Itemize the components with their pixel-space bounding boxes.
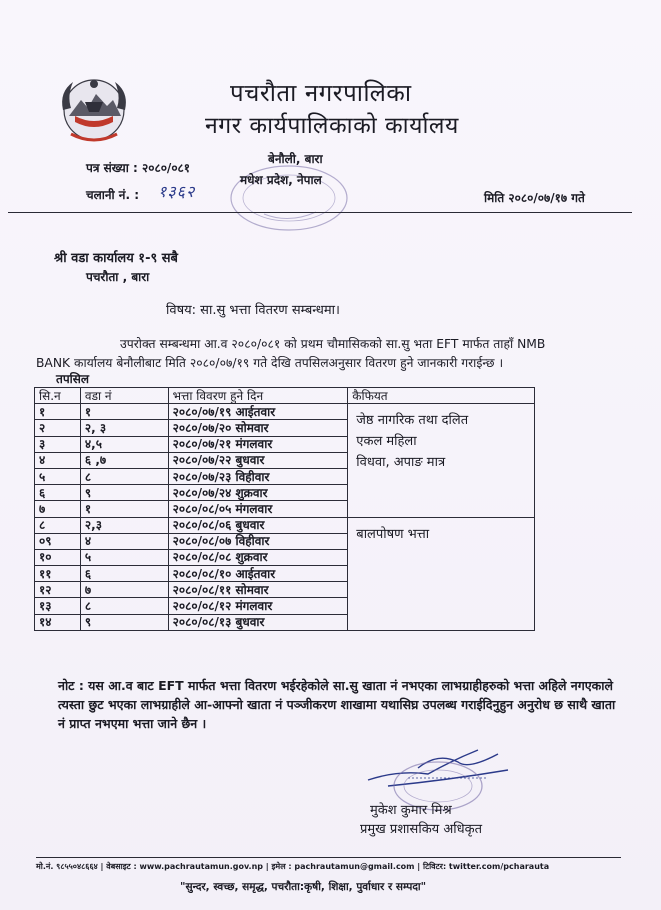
cell-serial: २ [35,420,81,436]
table-row [35,517,535,533]
cell-date: २०८०/०७/२३ विहीवार [168,468,348,484]
cell-serial: १३ [35,598,81,614]
header-divider [8,212,632,213]
location-line-1: बेनौली, बारा [268,152,323,166]
cell-ward: ४ [80,533,168,549]
cell-ward: २, ३ [80,420,168,436]
header-serial: सि.न [35,388,81,404]
table-header-row [35,388,535,404]
dispatch-label: चलानी नं. : [86,188,140,202]
schedule-label: तपसिल [56,372,90,386]
cell-date: २०८०/०८/१० आईतवार [168,566,348,582]
cell-ward: ५ [80,549,168,565]
cell-ward: ६ [80,566,168,582]
cell-ward: ९ [80,485,168,501]
office-title: नगर कार्यपालिकाको कार्यालय [205,113,459,139]
distribution-schedule-table [34,387,535,631]
cell-date: २०८०/०८/०६ बुधवार [168,517,348,533]
cell-date: २०८०/०८/०८ शुक्रवार [168,549,348,565]
cell-serial: ४ [35,452,81,468]
cell-serial: ५ [35,468,81,484]
nepal-emblem-icon [55,72,133,148]
dispatch-number-handwritten: १३६२ [158,182,196,201]
cell-date: २०८०/०८/०५ मंगलवार [168,501,348,517]
recipient-line-1: श्री वडा कार्यालय १-९ सबै [54,251,178,266]
remark-line: जेष्ठ नागरिक तथा दलित [356,413,469,429]
footer-slogan: "सुन्दर, स्वच्छ, समृद्ध, पचरौता:कृषी, शिक्षा, पुर्वाधार र सम्पदा" [180,881,427,893]
letter-date: मिति २०८०/०७/१७ गते [484,191,585,205]
body-line-2: BANK कार्यालय बेनौलीबाट मिति २०८०/०७/१९ गते देखि तपसिलअनुसार वितरण हुने जानकारी गराईन्छ । [36,356,504,370]
cell-date: २०८०/०८/१२ मंगलवार [168,598,348,614]
header-remarks: कैफियत [348,388,535,404]
cell-ward: ७ [80,582,168,598]
cell-date: २०८०/०८/०७ विहीवार [168,533,348,549]
cell-date: २०८०/०७/२२ बुधवार [168,452,348,468]
cell-date: २०८०/०८/११ सोमवार [168,582,348,598]
cell-date: २०८०/०७/२१ मंगलवार [168,436,348,452]
signatory-name: मुकेश कुमार मिश्र [370,803,452,818]
cell-ward: ४,५ [80,436,168,452]
cell-serial: १२ [35,582,81,598]
municipality-title: पचरौता नगरपालिका [230,79,412,107]
remarks-child-nutrition [348,517,535,630]
cell-serial: १ [35,404,81,420]
cell-date: २०८०/०७/१९ आईतवार [168,404,348,420]
cell-serial: ११ [35,566,81,582]
reference-number: पत्र संख्या : २०८०/०८१ [86,161,191,175]
signatory-designation: प्रमुख प्रशासकिय अधिकृत [360,822,483,837]
cell-date: २०८०/०७/२४ शुक्रवार [168,485,348,501]
table-row [35,404,535,420]
footer-divider [36,857,621,858]
remarks-senior-citizens [348,404,535,517]
subject-line: विषय: सा.सु भत्ता वितरण सम्बन्धमा। [166,303,340,318]
cell-serial: ०९ [35,533,81,549]
cell-serial: ७ [35,501,81,517]
cell-ward: १ [80,404,168,420]
remark-line: विधवा, अपाङ मात्र [356,455,446,471]
note-paragraph: नोट : यस आ.व बाट EFT मार्फत भत्ता वितरण भईरहेकोले सा.सु खाता नं नभएका लाभग्राहीहरुको भत्ता अहिले नगएकाले त्यस्ता छुट भएका लाभग्राहीले आ-आफ्नो खाता नं पञ्जीकरण शाखामा यथासिघ्र उपलब्ध गराईदिनुहुन अनुरोध छ साथै खाता नं प्राप्त नभएमा भत्ता जाने छैन । [58,678,616,731]
cell-ward: ८ [80,598,168,614]
office-stamp-icon [224,158,354,236]
body-line-1: उपरोक्त सम्बन्धमा आ.व २०८०/०८१ को प्रथम चौमासिकको सा.सु भता EFT मार्फत ताहाँ NMB [120,337,546,351]
location-line-2: मधेश प्रदेश, नेपाल [240,173,322,187]
cell-date: २०८०/०७/२० सोमवार [168,420,348,436]
cell-serial: १४ [35,614,81,630]
cell-ward: ९ [80,614,168,630]
cell-serial: १० [35,549,81,565]
cell-ward: ६ ,७ [80,452,168,468]
header-date: भत्ता विवरण हुने दिन [168,388,348,404]
cell-serial: ६ [35,485,81,501]
footer-contact: मो.नं. ९८५५०४८६६४ | वेबसाइट : www.pachrautamun.gov.np | इमेल : pachrautamun@gmail.com | टिविटर: twitter.com/pcharauta [36,862,550,871]
cell-ward: २,३ [80,517,168,533]
remark-line: एकल महिला [356,434,417,450]
cell-date: २०८०/०८/१३ बुधवार [168,614,348,630]
header-ward: वडा नं [80,388,168,404]
remark-line: बालपोषण भत्ता [356,526,430,542]
recipient-line-2: पचरौता , बारा [86,270,150,284]
cell-serial: ३ [35,436,81,452]
cell-ward: १ [80,501,168,517]
cell-ward: ८ [80,468,168,484]
cell-serial: ८ [35,517,81,533]
